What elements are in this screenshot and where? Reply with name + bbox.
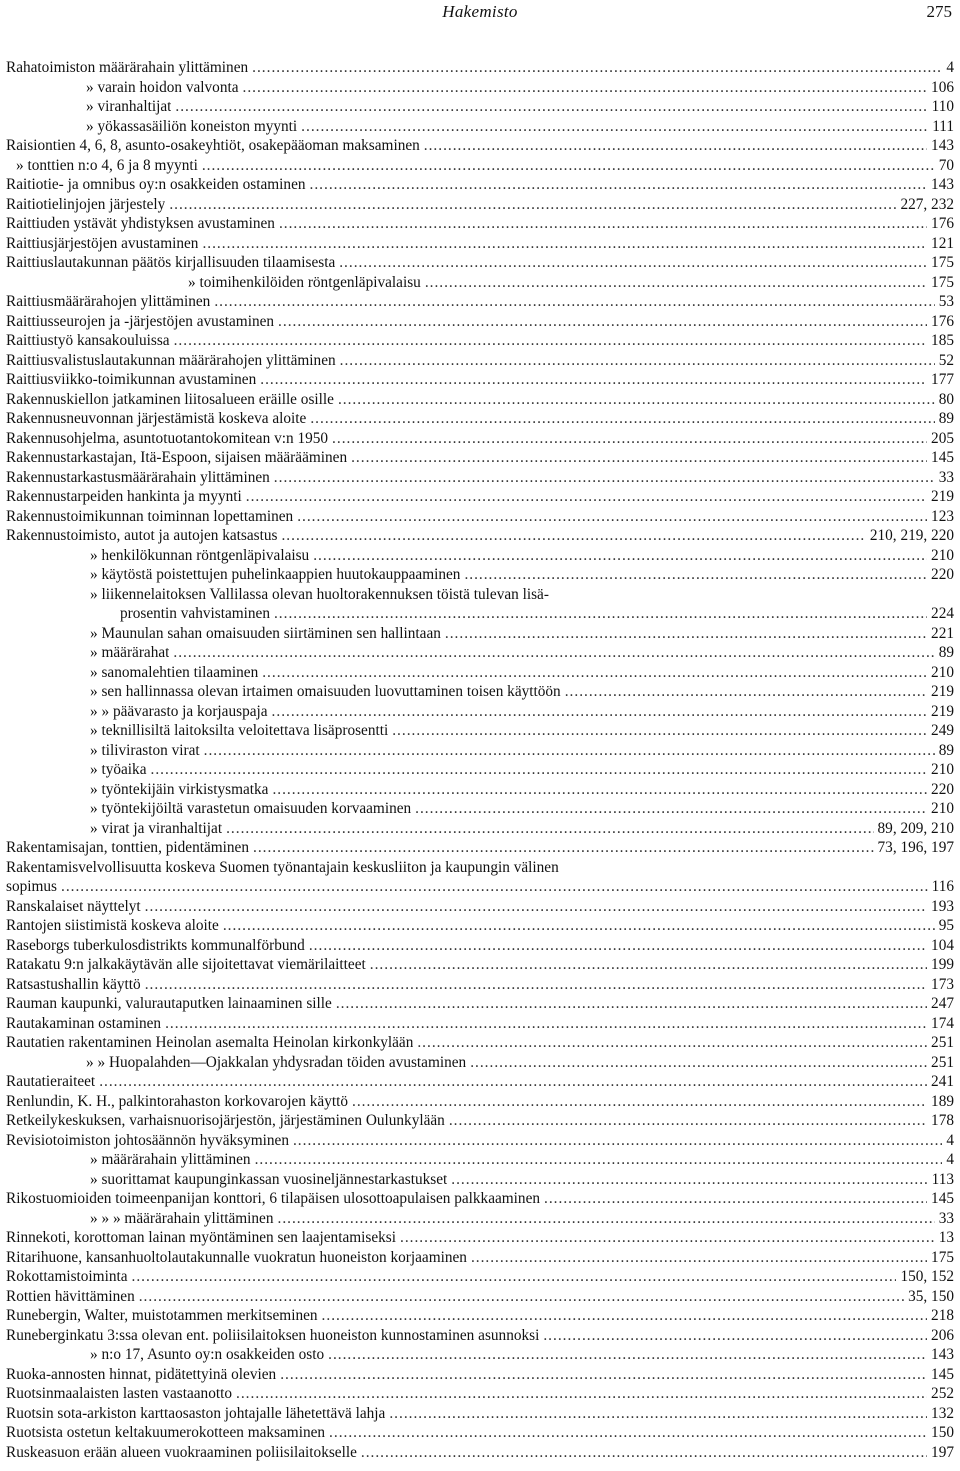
- index-entry: [6, 916, 954, 936]
- entry-text: » virat ja viranhaltijat: [90, 819, 223, 837]
- leader-dots: [417, 1033, 927, 1053]
- leader-dots: [351, 448, 927, 468]
- page-reference: 197: [931, 1443, 954, 1461]
- entry-text: » teknillisiltä laitoksilta veloitettava lisäprosentti: [90, 722, 389, 739]
- page-reference: 175: [931, 1248, 954, 1266]
- index-entry: [6, 175, 954, 195]
- leader-dots: [246, 487, 927, 507]
- leader-dots: [281, 526, 865, 546]
- index-entry: [6, 682, 954, 702]
- page-reference: 143: [931, 176, 954, 193]
- entry-text: Raittiusseurojen ja -järjestöjen avustaminen: [6, 312, 275, 330]
- page-reference: 221: [931, 624, 954, 642]
- index-entry: [6, 741, 954, 761]
- leader-dots: [297, 507, 927, 527]
- leader-dots: [301, 117, 928, 137]
- index-entry: [6, 760, 954, 780]
- entry-text: » toimihenkilöiden röntgenläpivalaisu: [188, 273, 421, 291]
- entry-text: Rikostuomioiden toimeenpanijan konttori, 6 tilapäisen ulosottoapulaisen palkkaaminen: [6, 1190, 541, 1207]
- page-reference: 193: [931, 897, 954, 915]
- entry-text: Rantojen siistimistä koskeva aloite: [6, 917, 219, 934]
- page-number: 275: [926, 2, 952, 21]
- entry-text: Rautakaminan ostaminen: [6, 1014, 162, 1032]
- leader-dots: [236, 1384, 927, 1404]
- leader-dots: [165, 1014, 927, 1034]
- index-entry: [6, 1053, 954, 1073]
- entry-text: » » » määrärahain ylittäminen: [90, 1209, 274, 1227]
- entry-text: » määrärahat: [90, 644, 170, 661]
- entry-text: » käytöstä poistettujen puhelinkaappien huutokauppaaminen: [90, 566, 461, 583]
- page-reference: 106: [931, 78, 954, 96]
- leader-dots: [260, 370, 927, 390]
- index-entry: [6, 1209, 954, 1229]
- leader-dots: [451, 1170, 927, 1190]
- leader-dots: [313, 546, 927, 566]
- page-reference: 89: [938, 741, 954, 759]
- leader-dots: [361, 1443, 927, 1463]
- page-reference: 4: [946, 1131, 954, 1149]
- index-entry: [6, 507, 954, 527]
- leader-dots: [339, 253, 927, 273]
- page-reference: 150, 152: [900, 1268, 954, 1285]
- index-list: [6, 58, 954, 1462]
- entry-text: Rakennusneuvonnan järjestämistä koskeva aloite: [6, 410, 307, 427]
- index-entry: [6, 448, 954, 468]
- index-entry: [6, 663, 954, 683]
- page-reference: 189: [931, 1092, 954, 1110]
- entry-text: Rauman kaupunki, valurautaputken lainaaminen sille: [6, 995, 332, 1012]
- page-reference: 185: [931, 332, 954, 349]
- leader-dots: [132, 1267, 897, 1287]
- leader-dots: [272, 702, 928, 722]
- entry-text-continuation: sopimus: [6, 878, 57, 895]
- leader-dots: [174, 331, 927, 351]
- entry-text: Revisiotoimiston johtosäännön hyväksyminen: [6, 1131, 289, 1149]
- entry-text: » suorittamat kaupunginkassan vuosineljännestarkastukset: [90, 1170, 448, 1188]
- index-entry: [6, 624, 954, 644]
- entry-text: Ritarihuone, kansanhuoltolautakunnalle vuokratun huoneiston korjaaminen: [6, 1248, 467, 1266]
- index-entry: [6, 351, 954, 371]
- leader-dots: [280, 1365, 927, 1385]
- page-reference: 210: [931, 761, 954, 778]
- page-reference: 121: [931, 234, 954, 252]
- leader-dots: [322, 1306, 928, 1326]
- page-reference: 33: [938, 1209, 954, 1227]
- entry-text: Rakennuskiellon jatkaminen liitosalueen eräille osille: [6, 390, 334, 408]
- leader-dots: [400, 1228, 935, 1248]
- page-reference: 4: [946, 1151, 954, 1168]
- index-entry: [6, 117, 954, 137]
- index-entry: [6, 1131, 954, 1151]
- entry-text: » viranhaltijat: [86, 98, 172, 115]
- leader-dots: [278, 1209, 935, 1229]
- index-entry: [6, 1072, 954, 1092]
- page-reference: 145: [931, 1190, 954, 1207]
- index-entry: [6, 234, 954, 254]
- page-reference: 218: [931, 1307, 954, 1324]
- entry-text: » liikennelaitoksen Vallilassa olevan huoltorakennuksen töistä tulevan lisä-: [90, 585, 549, 603]
- leader-dots: [253, 838, 874, 858]
- page-reference: 13: [938, 1229, 954, 1246]
- leader-dots: [279, 214, 927, 234]
- leader-dots: [223, 916, 935, 936]
- entry-text: » työntekijöiltä varastetun omaisuuden korvaaminen: [90, 800, 412, 817]
- page-reference: 110: [931, 98, 954, 115]
- page-reference: 116: [931, 878, 954, 895]
- page-reference: 52: [938, 351, 954, 369]
- index-entry: [6, 78, 954, 98]
- index-entry: [6, 214, 954, 234]
- index-entry: [6, 1170, 954, 1190]
- page-reference: 199: [931, 956, 954, 973]
- index-entry: [6, 468, 954, 488]
- index-entry: [6, 1443, 954, 1463]
- index-entry: [6, 721, 954, 741]
- leader-dots: [470, 1053, 927, 1073]
- page-reference: 145: [931, 1365, 954, 1383]
- index-entry: [6, 955, 954, 975]
- entry-text: » sanomalehtien tilaaminen: [90, 663, 259, 681]
- leader-dots: [449, 1111, 927, 1131]
- entry-text: Raittiusviikko-toimikunnan avustaminen: [6, 371, 257, 388]
- leader-dots: [226, 819, 873, 839]
- index-entry: [6, 858, 954, 897]
- page-reference: 177: [931, 371, 954, 388]
- leader-dots: [145, 975, 927, 995]
- page-reference: 219: [931, 683, 954, 700]
- index-entry: [6, 897, 954, 917]
- entry-text: » » Huopalahden—Ojakkalan yhdysradan töiden avustaminen: [86, 1053, 467, 1071]
- index-entry: [6, 1014, 954, 1034]
- entry-text: Ruotsista ostetun keltakuumerokotteen maksaminen: [6, 1424, 326, 1441]
- page-reference: 33: [938, 468, 954, 486]
- index-entry: [6, 585, 954, 624]
- page-reference: 89: [938, 410, 954, 427]
- index-entry: [6, 253, 954, 273]
- page-reference: 220: [931, 780, 954, 798]
- leader-dots: [243, 78, 928, 98]
- page-reference: 175: [931, 273, 954, 291]
- entry-text: Raitiotie- ja omnibus oy:n osakkeiden ostaminen: [6, 176, 306, 193]
- page-reference: 219: [931, 702, 954, 720]
- page-reference: 143: [931, 1346, 954, 1363]
- page-reference: 220: [931, 566, 954, 583]
- page-reference: 210: [931, 800, 954, 817]
- entry-text: Raittiusjärjestöjen avustaminen: [6, 234, 199, 252]
- index-entry: [6, 1345, 954, 1365]
- entry-text: Raitiotielinjojen järjestely: [6, 195, 166, 213]
- entry-text: Runeberginkatu 3:ssa olevan ent. poliisilaitoksen huoneiston kunnostaminen asunnoksi: [6, 1326, 540, 1344]
- entry-text: Rakennustarkastusmäärärahain ylittäminen: [6, 468, 270, 486]
- index-entry: [6, 1423, 954, 1443]
- leader-dots: [543, 1326, 927, 1346]
- index-entry: [6, 273, 954, 293]
- index-entry: [6, 1326, 954, 1346]
- page-reference: 227, 232: [900, 195, 954, 213]
- leader-dots: [99, 1072, 927, 1092]
- entry-text: Rinnekoti, korottoman lainan myöntäminen sen laajentamiseksi: [6, 1229, 396, 1246]
- leader-dots: [370, 955, 927, 975]
- entry-text: Raittiusvalistuslautakunnan määrärahojen ylittäminen: [6, 351, 336, 369]
- page-reference: 104: [931, 936, 954, 954]
- leader-dots: [274, 604, 927, 624]
- entry-text: Ratsastushallin käyttö: [6, 975, 141, 993]
- entry-text: Raittiusmäärärahojen ylittäminen: [6, 293, 211, 310]
- page-reference: 111: [932, 117, 954, 135]
- leader-dots: [202, 156, 935, 176]
- index-entry: [6, 1228, 954, 1248]
- index-entry: [6, 1248, 954, 1268]
- leader-dots: [202, 234, 927, 254]
- leader-dots: [389, 1404, 927, 1424]
- page-reference: 132: [931, 1404, 954, 1422]
- leader-dots: [336, 994, 927, 1014]
- leader-dots: [544, 1189, 927, 1209]
- index-entry: [6, 838, 954, 858]
- index-entry: [6, 975, 954, 995]
- leader-dots: [338, 390, 935, 410]
- leader-dots: [252, 58, 942, 78]
- page-reference: 251: [931, 1053, 954, 1071]
- leader-dots: [392, 721, 927, 741]
- index-entry: [6, 565, 954, 585]
- index-entry: [6, 526, 954, 546]
- entry-text: » » päävarasto ja korjauspaja: [90, 702, 268, 720]
- page-reference: 206: [931, 1326, 954, 1344]
- entry-text: Ruotsin sota-arkiston karttaosaston johtajalle lähetettävä lahja: [6, 1404, 386, 1422]
- page-reference: 173: [931, 975, 954, 993]
- leader-dots: [169, 195, 896, 215]
- index-entry: [6, 331, 954, 351]
- index-entry: [6, 994, 954, 1014]
- leader-dots: [214, 292, 934, 312]
- page-reference: 150: [931, 1424, 954, 1441]
- entry-text: » varain hoidon valvonta: [86, 78, 239, 96]
- page-reference: 175: [931, 254, 954, 271]
- leader-dots: [464, 565, 927, 585]
- page-reference: 252: [931, 1385, 954, 1402]
- page-reference: 123: [931, 507, 954, 525]
- page-reference: 70: [938, 156, 954, 174]
- index-entry: [6, 1150, 954, 1170]
- entry-text: Rautatien rakentaminen Heinolan asemalta Heinolan kirkonkylään: [6, 1034, 414, 1051]
- index-entry: [6, 1267, 954, 1287]
- index-entry: [6, 799, 954, 819]
- index-entry: [6, 97, 954, 117]
- running-title: Hakemisto: [442, 2, 518, 21]
- leader-dots: [173, 643, 934, 663]
- page-reference: 176: [931, 215, 954, 232]
- entry-text: » työaika: [90, 761, 147, 778]
- index-entry: [6, 409, 954, 429]
- index-entry: [6, 936, 954, 956]
- page-reference: 210: [931, 546, 954, 564]
- index-entry: [6, 58, 954, 78]
- page-reference: 89, 209, 210: [877, 819, 954, 837]
- index-entry: [6, 312, 954, 332]
- page-reference: 241: [931, 1073, 954, 1090]
- entry-text: » määrärahain ylittäminen: [90, 1151, 251, 1168]
- entry-text: Rakentamisvelvollisuutta koskeva Suomen työnantajain keskusliiton ja kaupungin välinen: [6, 858, 559, 876]
- entry-text: Rokottamistoiminta: [6, 1268, 128, 1285]
- entry-text: Rakennustoimikunnan toiminnan lopettaminen: [6, 507, 294, 525]
- index-entry: [6, 1287, 954, 1307]
- page-reference: 210, 219, 220: [869, 527, 954, 544]
- page-reference: 178: [931, 1112, 954, 1129]
- entry-text: Rautatieraiteet: [6, 1073, 96, 1090]
- entry-text: Rakentamisajan, tonttien, pidentäminen: [6, 839, 249, 856]
- index-entry: [6, 1306, 954, 1326]
- entry-text: » työntekijäin virkistysmatka: [90, 780, 269, 798]
- page-reference: 210: [931, 663, 954, 681]
- entry-text: Raittiustyö kansakouluissa: [6, 332, 170, 349]
- entry-text: Raseborgs tuberkulosdistrikts kommunalförbund: [6, 936, 305, 954]
- leader-dots: [445, 624, 927, 644]
- leader-dots: [309, 936, 927, 956]
- entry-text: Rakennustarpeiden hankinta ja myynti: [6, 488, 242, 505]
- leader-dots: [352, 1092, 927, 1112]
- leader-dots: [145, 897, 927, 917]
- page-reference: 35, 150: [908, 1287, 954, 1305]
- entry-text: Ruskeasuon erään alueen vuokraaminen poliisilaitokselle: [6, 1443, 357, 1461]
- index-entry: [6, 1111, 954, 1131]
- page-reference: 113: [931, 1170, 954, 1188]
- leader-dots: [204, 741, 935, 761]
- page-reference: 73, 196, 197: [877, 839, 954, 856]
- index-entry: [6, 390, 954, 410]
- index-entry: [6, 429, 954, 449]
- leader-dots: [328, 1345, 927, 1365]
- leader-dots: [340, 351, 935, 371]
- leader-dots: [61, 877, 928, 897]
- leader-dots: [329, 1423, 927, 1443]
- page-reference: 4: [946, 59, 954, 76]
- leader-dots: [274, 468, 935, 488]
- entry-text: Ruotsinmaalaisten lasten vastaanotto: [6, 1385, 233, 1402]
- entry-text: Rakennustoimisto, autot ja autojen katsastus: [6, 527, 278, 544]
- entry-text: » tiliviraston virat: [90, 741, 200, 759]
- page-reference: 95: [938, 917, 954, 934]
- entry-text: Raittiuslautakunnan päätös kirjallisuuden tilaamisesta: [6, 254, 336, 271]
- entry-text: Rakennustarkastajan, Itä-Espoon, sijaisen määrääminen: [6, 449, 348, 466]
- leader-dots: [425, 273, 927, 293]
- index-entry: [6, 156, 954, 176]
- index-entry: [6, 1033, 954, 1053]
- entry-text: Rottien hävittäminen: [6, 1287, 135, 1305]
- leader-dots: [424, 136, 927, 156]
- entry-text: » sen hallinnassa olevan irtaimen omaisuuden luovuttaminen toisen käyttöön: [90, 683, 561, 700]
- leader-dots: [565, 682, 927, 702]
- leader-dots: [272, 780, 927, 800]
- index-entry: [6, 1404, 954, 1424]
- page-reference: 80: [938, 390, 954, 408]
- page-reference: 249: [931, 722, 954, 739]
- page-reference: 145: [931, 449, 954, 466]
- leader-dots: [255, 1150, 943, 1170]
- index-entry: [6, 1189, 954, 1209]
- page-reference: 219: [931, 488, 954, 505]
- index-entry: [6, 643, 954, 663]
- index-entry: [6, 1384, 954, 1404]
- index-entry: [6, 1092, 954, 1112]
- page-reference: 224: [931, 605, 954, 622]
- index-entry: [6, 1365, 954, 1385]
- page-reference: 251: [931, 1034, 954, 1051]
- entry-text: Ranskalaiset näyttelyt: [6, 897, 141, 915]
- page-reference: 174: [931, 1014, 954, 1032]
- entry-text: » n:o 17, Asunto oy:n osakkeiden osto: [90, 1346, 325, 1363]
- entry-text: Retkeilykeskuksen, varhaisnuorisojärjestön, järjestäminen Oulunkylään: [6, 1112, 445, 1129]
- entry-text: Rakennusohjelma, asuntotuotantokomitean v:n 1950: [6, 429, 329, 447]
- index-entry: [6, 292, 954, 312]
- page-reference: 89: [938, 644, 954, 661]
- leader-dots: [139, 1287, 904, 1307]
- leader-dots: [310, 409, 934, 429]
- entry-text: » tonttien n:o 4, 6 ja 8 myynti: [16, 156, 198, 174]
- page-reference: 176: [931, 312, 954, 330]
- page-reference: 53: [938, 293, 954, 310]
- leader-dots: [278, 312, 927, 332]
- page-reference: 205: [931, 429, 954, 447]
- index-entry: [6, 136, 954, 156]
- index-entry: [6, 195, 954, 215]
- entry-text: Rahatoimiston määrärahain ylittäminen: [6, 59, 249, 76]
- entry-text: Raittiuden ystävät yhdistyksen avustaminen: [6, 215, 275, 232]
- index-entry: [6, 702, 954, 722]
- leader-dots: [471, 1248, 927, 1268]
- entry-text: Ratakatu 9:n jalkakäytävän alle sijoitettavat viemärilaitteet: [6, 956, 366, 973]
- entry-text: » Maunulan sahan omaisuuden siirtäminen sen hallintaan: [90, 624, 441, 642]
- index-entry: [6, 780, 954, 800]
- page-reference: 143: [931, 137, 954, 154]
- leader-dots: [293, 1131, 942, 1151]
- index-entry: [6, 370, 954, 390]
- entry-text-continuation: prosentin vahvistaminen: [120, 605, 270, 622]
- entry-text: Ruoka-annosten hinnat, pidätettyinä olevien: [6, 1365, 277, 1383]
- leader-dots: [332, 429, 927, 449]
- leader-dots: [151, 760, 928, 780]
- index-entry: [6, 819, 954, 839]
- page-header: [0, 2, 960, 26]
- leader-dots: [310, 175, 928, 195]
- leader-dots: [415, 799, 927, 819]
- entry-text: » yökassasäiliön koneiston myynti: [86, 117, 298, 135]
- index-entry: [6, 487, 954, 507]
- entry-text: Renlundin, K. H., palkintorahaston korkovarojen käyttö: [6, 1092, 348, 1110]
- index-entry: [6, 546, 954, 566]
- page-reference: 247: [931, 995, 954, 1012]
- entry-text: Raisiontien 4, 6, 8, asunto-osakeyhtiöt, osakepääoman maksaminen: [6, 137, 420, 154]
- leader-dots: [175, 97, 927, 117]
- entry-text: » henkilökunnan röntgenläpivalaisu: [90, 546, 310, 564]
- leader-dots: [262, 663, 927, 683]
- entry-text: Runebergin, Walter, muistotammen merkitseminen: [6, 1307, 318, 1324]
